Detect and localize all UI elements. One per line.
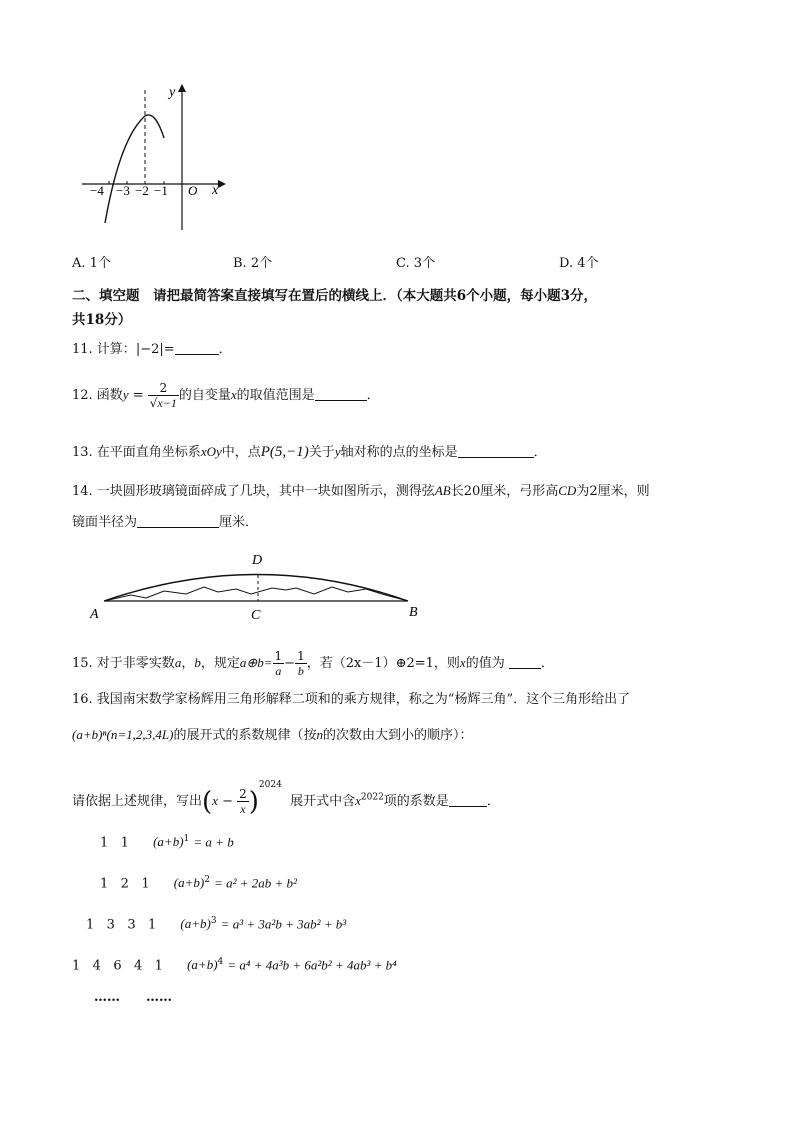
q16-text: 请依据上述规律，写出 (72, 794, 203, 809)
binomial-lhs: (a+b) (180, 916, 211, 932)
q12-fraction (148, 381, 179, 410)
answer-blank[interactable] (449, 793, 487, 807)
binomial-lhs: (a+b) (173, 875, 205, 891)
q14-text: 厘米． (219, 515, 259, 530)
q14-text: 14. 一块圆形玻璃镜面碎成了几块，其中一块如图所示，测得弦 (72, 484, 435, 499)
q11-prefix: 11. 计算： (72, 342, 136, 357)
q12-y: y (122, 387, 129, 402)
q16-x: x (355, 793, 361, 808)
question-16-line3: 请依据上述规律，写出(x − $\frac{2}{x}$ )$^{2024}$ 展开式中含$x^{2022}$项的系数是 ． (72, 780, 500, 817)
q13-text: 轴对称的点的坐标是 (340, 445, 458, 460)
q15-fraction-b (295, 649, 307, 678)
q16-n: n (316, 727, 323, 742)
q15-op: a⊕b= (239, 655, 273, 670)
q14-cd: CD (558, 483, 577, 498)
pascal-row (72, 953, 397, 975)
section-heading-cont: 共18分） (72, 312, 132, 328)
point-d-label: D (252, 553, 263, 568)
q16-text: 展开式中含 (290, 794, 356, 809)
q12-numerator: 2 (148, 381, 179, 396)
q16-text: 项的系数是 (383, 794, 449, 809)
tick-label: −2 (135, 183, 149, 198)
binomial-rhs: = a² + 2ab + b² (214, 875, 297, 891)
answer-blank[interactable] (137, 514, 219, 528)
pascal-row (86, 912, 346, 934)
tick-label: −4 (90, 183, 104, 198)
x-axis-label: x (212, 183, 219, 198)
section-heading: 二、填空题 请把最简答案直接填写在置后的横线上．（本大题共6个小题，每小题3分， (72, 288, 598, 304)
question-13 (72, 443, 547, 462)
q15-text: 15. 对于非零实数 (72, 656, 175, 671)
answer-blank[interactable] (175, 341, 219, 355)
pascal-coefficients: 1 1 (100, 835, 129, 851)
q15-end: ． (540, 656, 554, 671)
q15-text: 的值为 (465, 656, 505, 671)
binomial-lhs: (a+b) (153, 834, 184, 850)
q16-power: 2024 (258, 780, 282, 790)
ellipsis-right: …… (146, 990, 172, 1005)
tick-label: −3 (116, 183, 130, 198)
q12-suffix: 的取值范围是 (236, 388, 315, 403)
q12-radicand: x−1 (157, 396, 177, 410)
origin-label: O (188, 183, 198, 198)
mirror-figure (86, 550, 426, 625)
q13-point: P(5,−1) (260, 444, 309, 460)
question-12 (72, 381, 380, 410)
q16-exponent: 2022 (360, 792, 384, 803)
point-c-label: C (251, 608, 261, 623)
q12-var: x (230, 387, 237, 402)
question-15 (72, 649, 554, 678)
y-axis-label: y (169, 85, 176, 100)
pascal-coefficients: 1 3 3 1 (86, 917, 157, 933)
q14-text: 长20厘米，弓形高 (450, 484, 559, 499)
question-11 (72, 341, 232, 359)
question-14-line1 (72, 482, 650, 501)
function-graph (72, 78, 232, 238)
q15-denominator: a (275, 664, 282, 678)
binomial-rhs: = a³ + 3a²b + 3ab² + b³ (220, 916, 347, 932)
binomial-power: 2 (204, 875, 210, 885)
q12-end: ． (366, 388, 380, 403)
q12-denominator: √x−1 (149, 396, 177, 410)
q13-xoy: xOy (200, 444, 222, 459)
q15-text: ，规定 (200, 656, 240, 671)
q14-text: 为2厘米，则 (576, 484, 650, 499)
q16-text: 的次数由大到小的顺序）： (322, 728, 473, 743)
binomial-rhs: = a⁴ + 4a³b + 6a²b² + 4ab³ + b⁴ (227, 957, 397, 973)
q11-end: ． (218, 342, 232, 357)
q16-text: 的展开式的系数规律（按 (173, 728, 317, 743)
q15-a: a (174, 655, 182, 670)
pascal-row (100, 830, 234, 852)
binomial-rhs: = a + b (193, 834, 234, 850)
ellipsis-left: …… (94, 990, 120, 1005)
question-16-line2 (72, 726, 472, 745)
question-16-line1: 16. 我国南宋数学家杨辉用三角形解释二项和的乘方规律，称之为“杨辉三角”．这个三角形给出了 (72, 692, 631, 707)
question-14-line2 (72, 514, 258, 532)
binomial-power: 4 (217, 957, 224, 967)
q12-prefix: 12. 函数 (72, 388, 123, 403)
q14-text: 镜面半径为 (72, 515, 138, 530)
option-b: B. 2个 (233, 256, 273, 271)
pascal-row (100, 871, 297, 893)
binomial-power: 3 (210, 916, 217, 926)
q13-text: 13. 在平面直角坐标系 (72, 445, 201, 460)
q13-end: ． (533, 445, 547, 460)
q14-ab: AB (434, 483, 451, 498)
option-a: A. 1个 (72, 256, 111, 271)
option-c: C. 3个 (396, 256, 436, 271)
q15-x: x (459, 655, 466, 670)
q15-minus: − (284, 656, 296, 671)
answer-blank[interactable] (458, 444, 534, 458)
q16-end: ． (486, 794, 500, 809)
binomial-power: 1 (183, 834, 190, 844)
q15-text: ，若（2x－1）⊕2=1，则 (306, 656, 460, 671)
q11-expr: |−2|= (135, 342, 175, 357)
tick-label: −1 (154, 183, 168, 198)
q15-numerator: 1 (297, 649, 305, 663)
q13-text: 关于 (308, 445, 335, 460)
q12-eq: = (128, 388, 148, 403)
answer-blank[interactable] (509, 655, 541, 669)
point-b-label: B (409, 605, 418, 620)
answer-blank[interactable] (315, 387, 367, 401)
point-a-label: A (90, 607, 99, 622)
q13-y: y (334, 444, 341, 459)
q15-text: ， (181, 656, 195, 671)
q16-expr: (a+b)ⁿ(n=1,2,3,4L) (72, 727, 174, 742)
pascal-coefficients: 1 4 6 4 1 (72, 958, 163, 974)
pascal-coefficients: 1 2 1 (100, 876, 150, 892)
q15-b: b (194, 655, 201, 670)
q15-numerator: 1 (274, 649, 283, 663)
q12-mid: 的自变量 (178, 388, 231, 403)
q13-text: 中，点 (221, 445, 261, 460)
option-d: D. 4个 (559, 256, 599, 271)
q15-denominator: b (297, 664, 304, 678)
binomial-lhs: (a+b) (187, 957, 218, 973)
q15-fraction-a (273, 649, 285, 678)
